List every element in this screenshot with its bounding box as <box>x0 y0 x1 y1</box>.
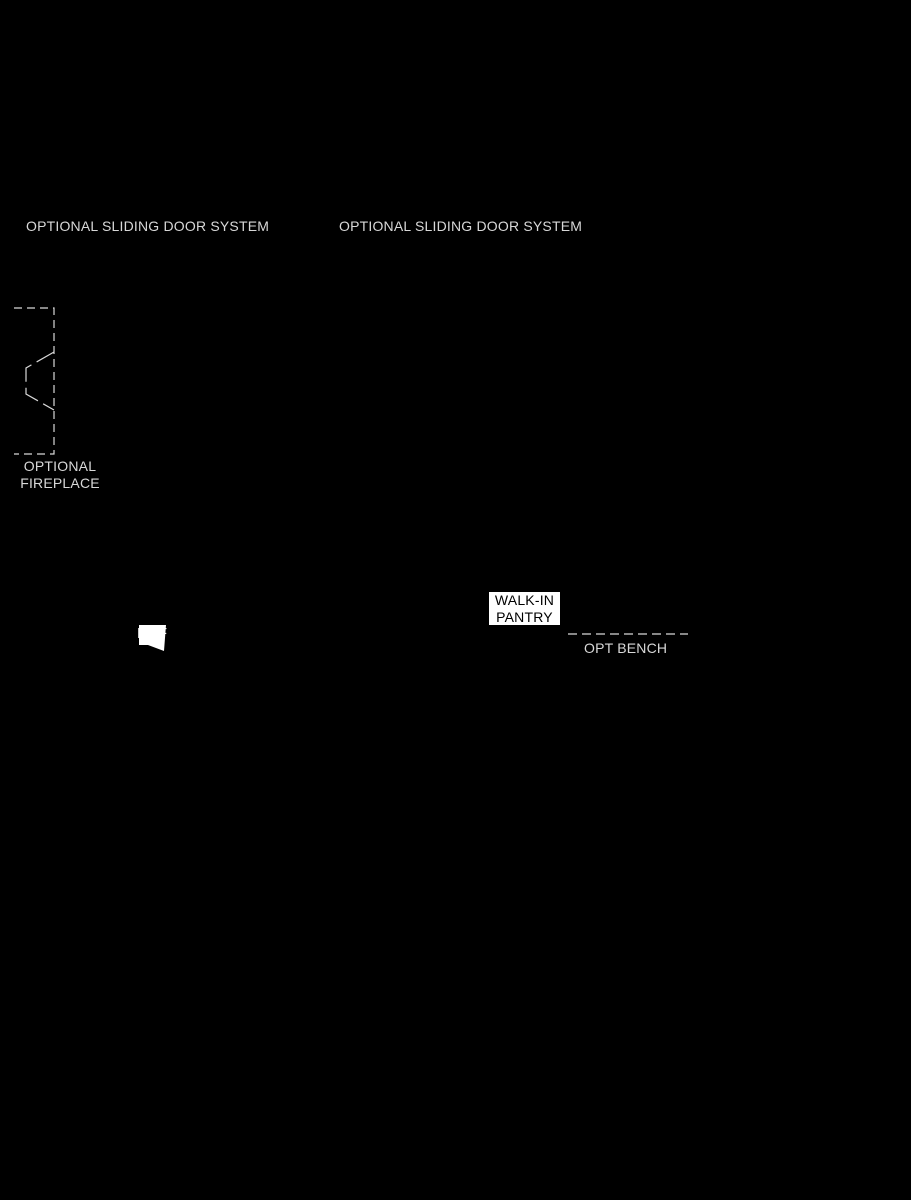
fireplace-label-line2: FIREPLACE <box>20 475 100 491</box>
cut-label-fragment-text: DEF <box>137 625 167 642</box>
pantry-label-line2: PANTRY <box>496 608 553 625</box>
fireplace-label <box>8 458 112 492</box>
fireplace-label-line1: OPTIONAL <box>23 458 97 474</box>
pantry-label-line1: WALK-IN <box>494 592 555 608</box>
fireplace-outline <box>14 308 54 454</box>
cut-label-fragment <box>137 624 167 644</box>
opt-bench-label: OPT BENCH <box>584 640 668 656</box>
sliding-door-label-left: OPTIONAL SLIDING DOOR SYSTEM <box>26 218 270 234</box>
walk-in-pantry-label <box>489 592 560 625</box>
sliding-door-label-right: OPTIONAL SLIDING DOOR SYSTEM <box>339 218 583 234</box>
